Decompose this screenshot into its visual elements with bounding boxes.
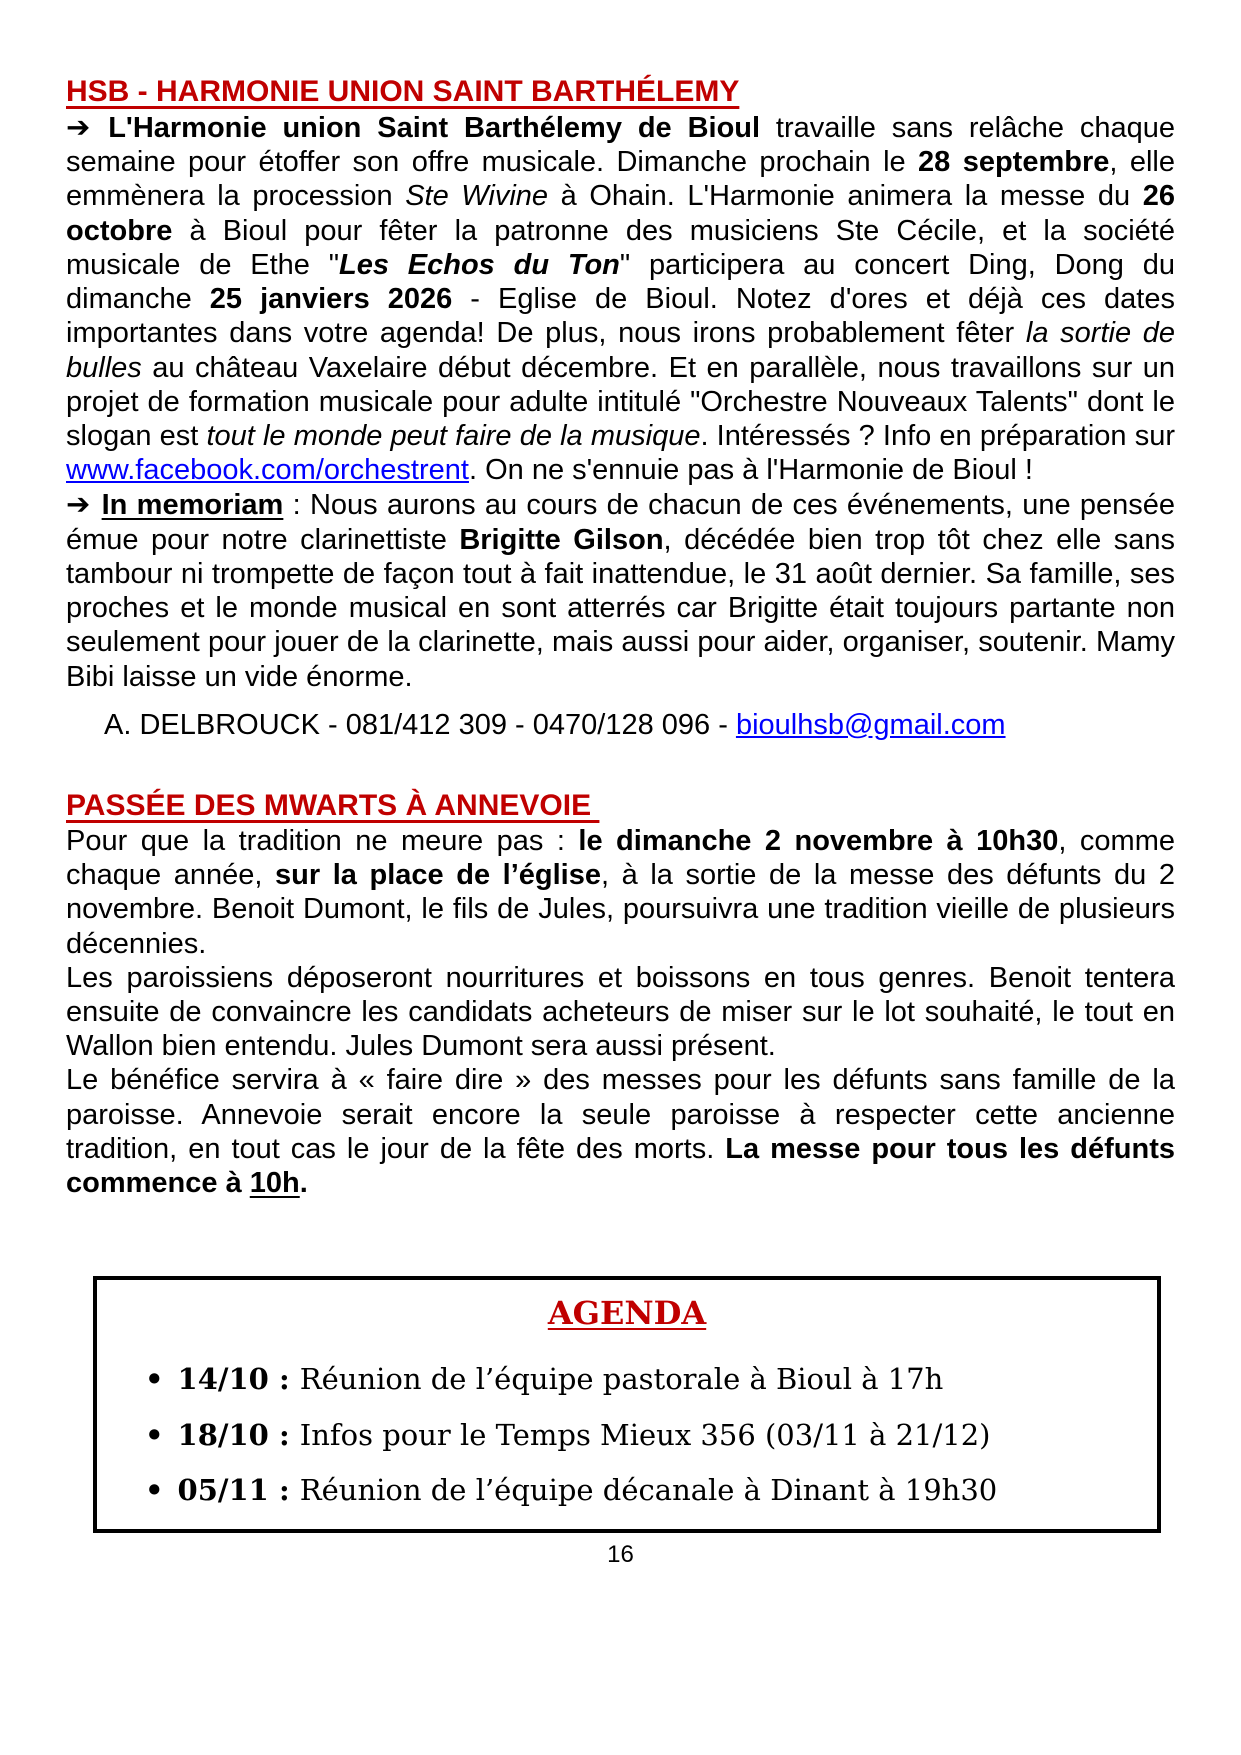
text-run: : Nous aurons au cours de chacun de ces événements, une pensée émue pour notre clarinettiste xyxy=(66,489,1176,556)
text-run: Le bénéfice servira à « faire dire » des messes pour les défunts sans famille de la paroisse. Annevoie serait encore la seule paroisse à respecter cette ancienne tradition, en tout cas le jour de la fête des morts. xyxy=(66,1064,1175,1165)
agenda-item-text: Infos pour le Temps Mieux 356 (03/11 à 21/12) xyxy=(299,1417,991,1452)
paragraph-harmonie xyxy=(66,110,1175,487)
agenda-item-separator: : xyxy=(268,1417,300,1452)
text-run: à Ohain. L'Harmonie animera la messe du xyxy=(548,180,1143,213)
bullet-icon: • xyxy=(145,1362,164,1397)
text-run: tout le monde peut faire de la musique xyxy=(206,419,701,452)
section-heading-mwarts: PASSÉE DES MWARTS À ANNEVOIE xyxy=(66,788,600,822)
agenda-item-text: Réunion de l’équipe pastorale à Bioul à 17h xyxy=(299,1362,944,1397)
agenda-item-date: 05/11 xyxy=(177,1472,269,1507)
agenda-item-text: Réunion de l’équipe décanale à Dinant à 19h30 xyxy=(299,1472,998,1507)
text-run: , à la sortie de la messe des défunts du 2 novembre. Benoit Dumont, le fils de Jules, poursuivra une tradition vieille de plusieurs décennies. xyxy=(66,859,1175,960)
text-run: le dimanche 2 novembre à 10h30 xyxy=(578,824,1059,857)
bullet-icon: • xyxy=(145,1417,164,1452)
text-run: , elle emmènera la procession xyxy=(66,146,1175,213)
text-run: 25 janviers 2026 xyxy=(209,283,453,316)
text-run: La messe pour tous les défunts commence à xyxy=(66,1132,1175,1200)
facebook-link[interactable]: www.facebook.com/orchestrent xyxy=(66,454,469,487)
text-run: Ste Wivine xyxy=(405,180,549,213)
text-run: . Intéressés ? Info en préparation sur xyxy=(700,419,1175,452)
text-run: A. DELBROUCK - 081/412 309 - 0470/128 096 - xyxy=(104,708,736,741)
agenda-title: AGENDA xyxy=(547,1294,707,1333)
agenda-item-date: 14/10 xyxy=(177,1362,269,1397)
text-run: 28 septembre xyxy=(918,146,1110,179)
agenda-item-separator: : xyxy=(268,1472,300,1507)
text-run: 26 octobre xyxy=(66,180,1175,247)
page-number: 16 xyxy=(607,1541,634,1568)
paragraph-benefice xyxy=(66,1063,1175,1200)
contact-line xyxy=(66,708,1175,742)
agenda-item xyxy=(145,1473,1121,1507)
text-run: sur la place de l’église xyxy=(275,859,601,892)
agenda-item xyxy=(145,1362,1121,1396)
text-run: . xyxy=(299,1167,308,1200)
arrow-bullet-icon: ➔ xyxy=(66,110,109,144)
text-run: à Bioul pour fêter la patronne des musiciens Ste Cécile, et la société musicale de Ethe " xyxy=(66,214,1175,281)
arrow-bullet-icon: ➔ xyxy=(66,487,102,522)
paragraph-in-memoriam xyxy=(66,487,1175,693)
text-run: Les paroissiens déposeront nourritures et boissons en tous genres. Benoit tentera ensuite de convaincre les candidats acheteurs de miser sur le lot souhaité, le tout en Wallon bien entendu. Jules Dumont sera aussi présent. xyxy=(66,961,1175,1063)
text-run: la sortie de bulles xyxy=(66,317,1175,384)
text-run: , comme chaque année, xyxy=(66,824,1175,892)
text-run: . On ne s'ennuie pas à l'Harmonie de Bioul ! xyxy=(468,454,1033,487)
agenda-list xyxy=(133,1362,1121,1507)
text-run: " participera au concert Ding, Dong du dimanche xyxy=(66,248,1175,316)
text-run: au château Vaxelaire début décembre. Et en parallèle, nous travaillons sur un projet de formation musicale pour adulte intitulé "Orchestre Nouveaux Talents" dont le slogan est xyxy=(66,351,1175,452)
text-run: 10h xyxy=(249,1167,300,1200)
agenda-item-separator: : xyxy=(268,1362,300,1397)
agenda-box xyxy=(93,1276,1161,1533)
text-run: Pour que la tradition ne meure pas : xyxy=(66,824,579,857)
bullet-icon: • xyxy=(145,1472,164,1507)
agenda-item xyxy=(145,1418,1121,1452)
paragraph-paroissiens xyxy=(66,961,1175,1064)
text-run: Les Echos du Ton xyxy=(339,248,620,281)
email-link[interactable]: bioulhsb@gmail.com xyxy=(735,708,1006,741)
text-run: Brigitte Gilson xyxy=(459,523,664,556)
text-run: L'Harmonie union Saint Barthélemy de Bioul xyxy=(108,112,761,144)
text-run: - Eglise de Bioul. Notez d'ores et déjà ces dates importantes dans votre agenda! De plus, nous irons probablement fêter xyxy=(66,283,1175,350)
text-run: , décédée bien trop tôt chez elle sans tambour ni trompette de façon tout à fait inattendue, le 31 août dernier. Sa famille, ses proches et le monde musical en sont atterrés car Brigitte était toujours partante non seulement pour jouer de la clarinette, mais aussi pour aider, organiser, soutenir. Mamy Bibi laisse un vide énorme. xyxy=(66,523,1175,693)
text-run: In memoriam xyxy=(101,489,284,522)
text-run: travaille sans relâche chaque semaine pour étoffer son offre musicale. Dimanche prochain le xyxy=(66,112,1175,179)
agenda-item-date: 18/10 xyxy=(177,1417,269,1452)
paragraph-tradition xyxy=(66,824,1175,961)
section-heading-hsb: HSB - HARMONIE UNION SAINT BARTHÉLEMY xyxy=(66,75,740,108)
